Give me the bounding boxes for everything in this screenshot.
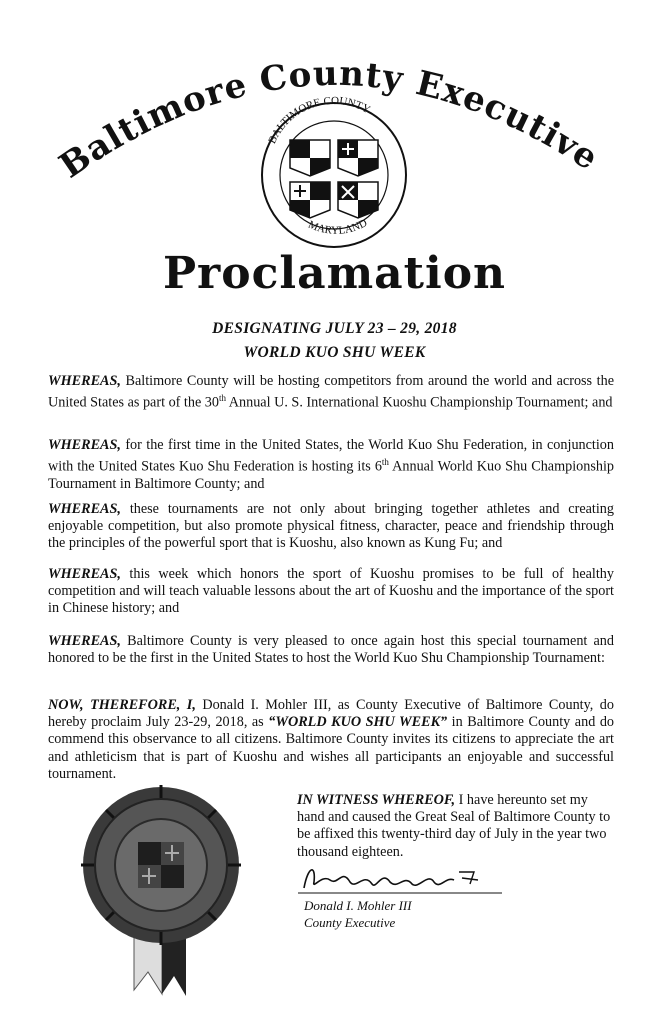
paragraph-text: Baltimore County will be hosting competitors from around the world and across the United States as part of the 30 [48,373,614,411]
great-seal [76,780,246,1010]
paragraph-text: these tournaments are not only about bringing together athletes and creating enjoyable competition, but also promote physical fitness, character, peace and friendship through the principles of the powerful sport that is Kuoshu, also known as Kung Fu; and [48,501,614,552]
signature-graphic [294,860,509,896]
now-therefore-paragraph [48,697,614,783]
title-right: Executive [412,63,606,179]
logo-shield-top-right [338,140,378,176]
logo-shield-bottom-right [338,182,378,218]
title-middle: County [256,53,407,101]
whereas-paragraph-4 [48,566,614,618]
paragraph-text: Donald I. Mohler III, as County Executive of Baltimore County, do hereby proclaim July 23-29, 2018, as [48,697,614,731]
logo-shield-bottom-left [290,182,330,218]
header-graphic [0,0,669,250]
whereas-paragraph-2 [48,437,614,493]
whereas-lead: WHEREAS, [48,501,121,517]
witness-text: I have hereunto set my hand and caused the Great Seal of Baltimore County to be affixed this twenty-third day of July in the year two thousand eighteen. [297,792,611,860]
proclamation-heading: Proclamation [162,248,507,299]
county-logo [262,95,406,247]
week-name-emphasis: “WORLD KUO SHU WEEK” [268,714,448,731]
paragraph-text: in Baltimore County and do commend this observance to all citizens. Baltimore County invites its citizens to appreciate the art and athleticism that is part of Kuoshu and wishes all participants an enjoyable and successful tournament. [48,714,615,782]
logo-shield-top-left [290,140,330,176]
witness-lead: IN WITNESS WHEREOF, [297,792,456,808]
paragraph-text: Annual U. S. International Kuoshu Championship Tournament; and [226,394,613,411]
whereas-lead: WHEREAS, [48,566,121,582]
logo-ring-top-text: BALTIMORE COUNTY [266,94,373,146]
seal-medallion [81,785,241,945]
whereas-lead: WHEREAS, [48,373,121,389]
logo-ring-bottom-text: MARYLAND [306,216,370,237]
subtitle-week-name: WORLD KUO SHU WEEK [243,344,426,361]
whereas-paragraph-1 [48,373,614,412]
whereas-lead: WHEREAS, [48,633,121,649]
signature-scribble [304,870,454,888]
whereas-paragraph-3 [48,501,614,553]
whereas-paragraph-5 [48,633,614,667]
paragraph-text: this week which honors the sport of Kuoshu promises to be full of healthy competition and will teach valuable lessons about the art of Kuoshu and the importance of the sport in Chinese history; and [48,566,614,617]
title-left: Baltimore [52,64,252,187]
now-therefore-lead: NOW, THEREFORE, I, [48,697,196,713]
subtitle-designation: DESIGNATING JULY 23 – 29, 2018 [212,320,457,337]
signatory-title: County Executive [304,915,396,930]
ordinal-suffix: th [219,393,227,404]
signatory-name: Donald I. Mohler III [304,898,412,913]
ordinal-suffix: th [381,457,389,468]
paragraph-text: Annual World Kuo Shu Championship Tournament in Baltimore County; and [48,458,615,493]
whereas-lead: WHEREAS, [48,437,121,453]
paragraph-text: Baltimore County is very pleased to once again host this special tournament and honored to be the first in the United States to host the World Kuo Shu Championship Tournament: [48,633,614,667]
witness-statement [297,792,615,861]
paragraph-text: for the first time in the United States, the World Kuo Shu Federation, in conjunction with the United States Kuo Shu Federation is hosting its 6 [48,437,614,475]
